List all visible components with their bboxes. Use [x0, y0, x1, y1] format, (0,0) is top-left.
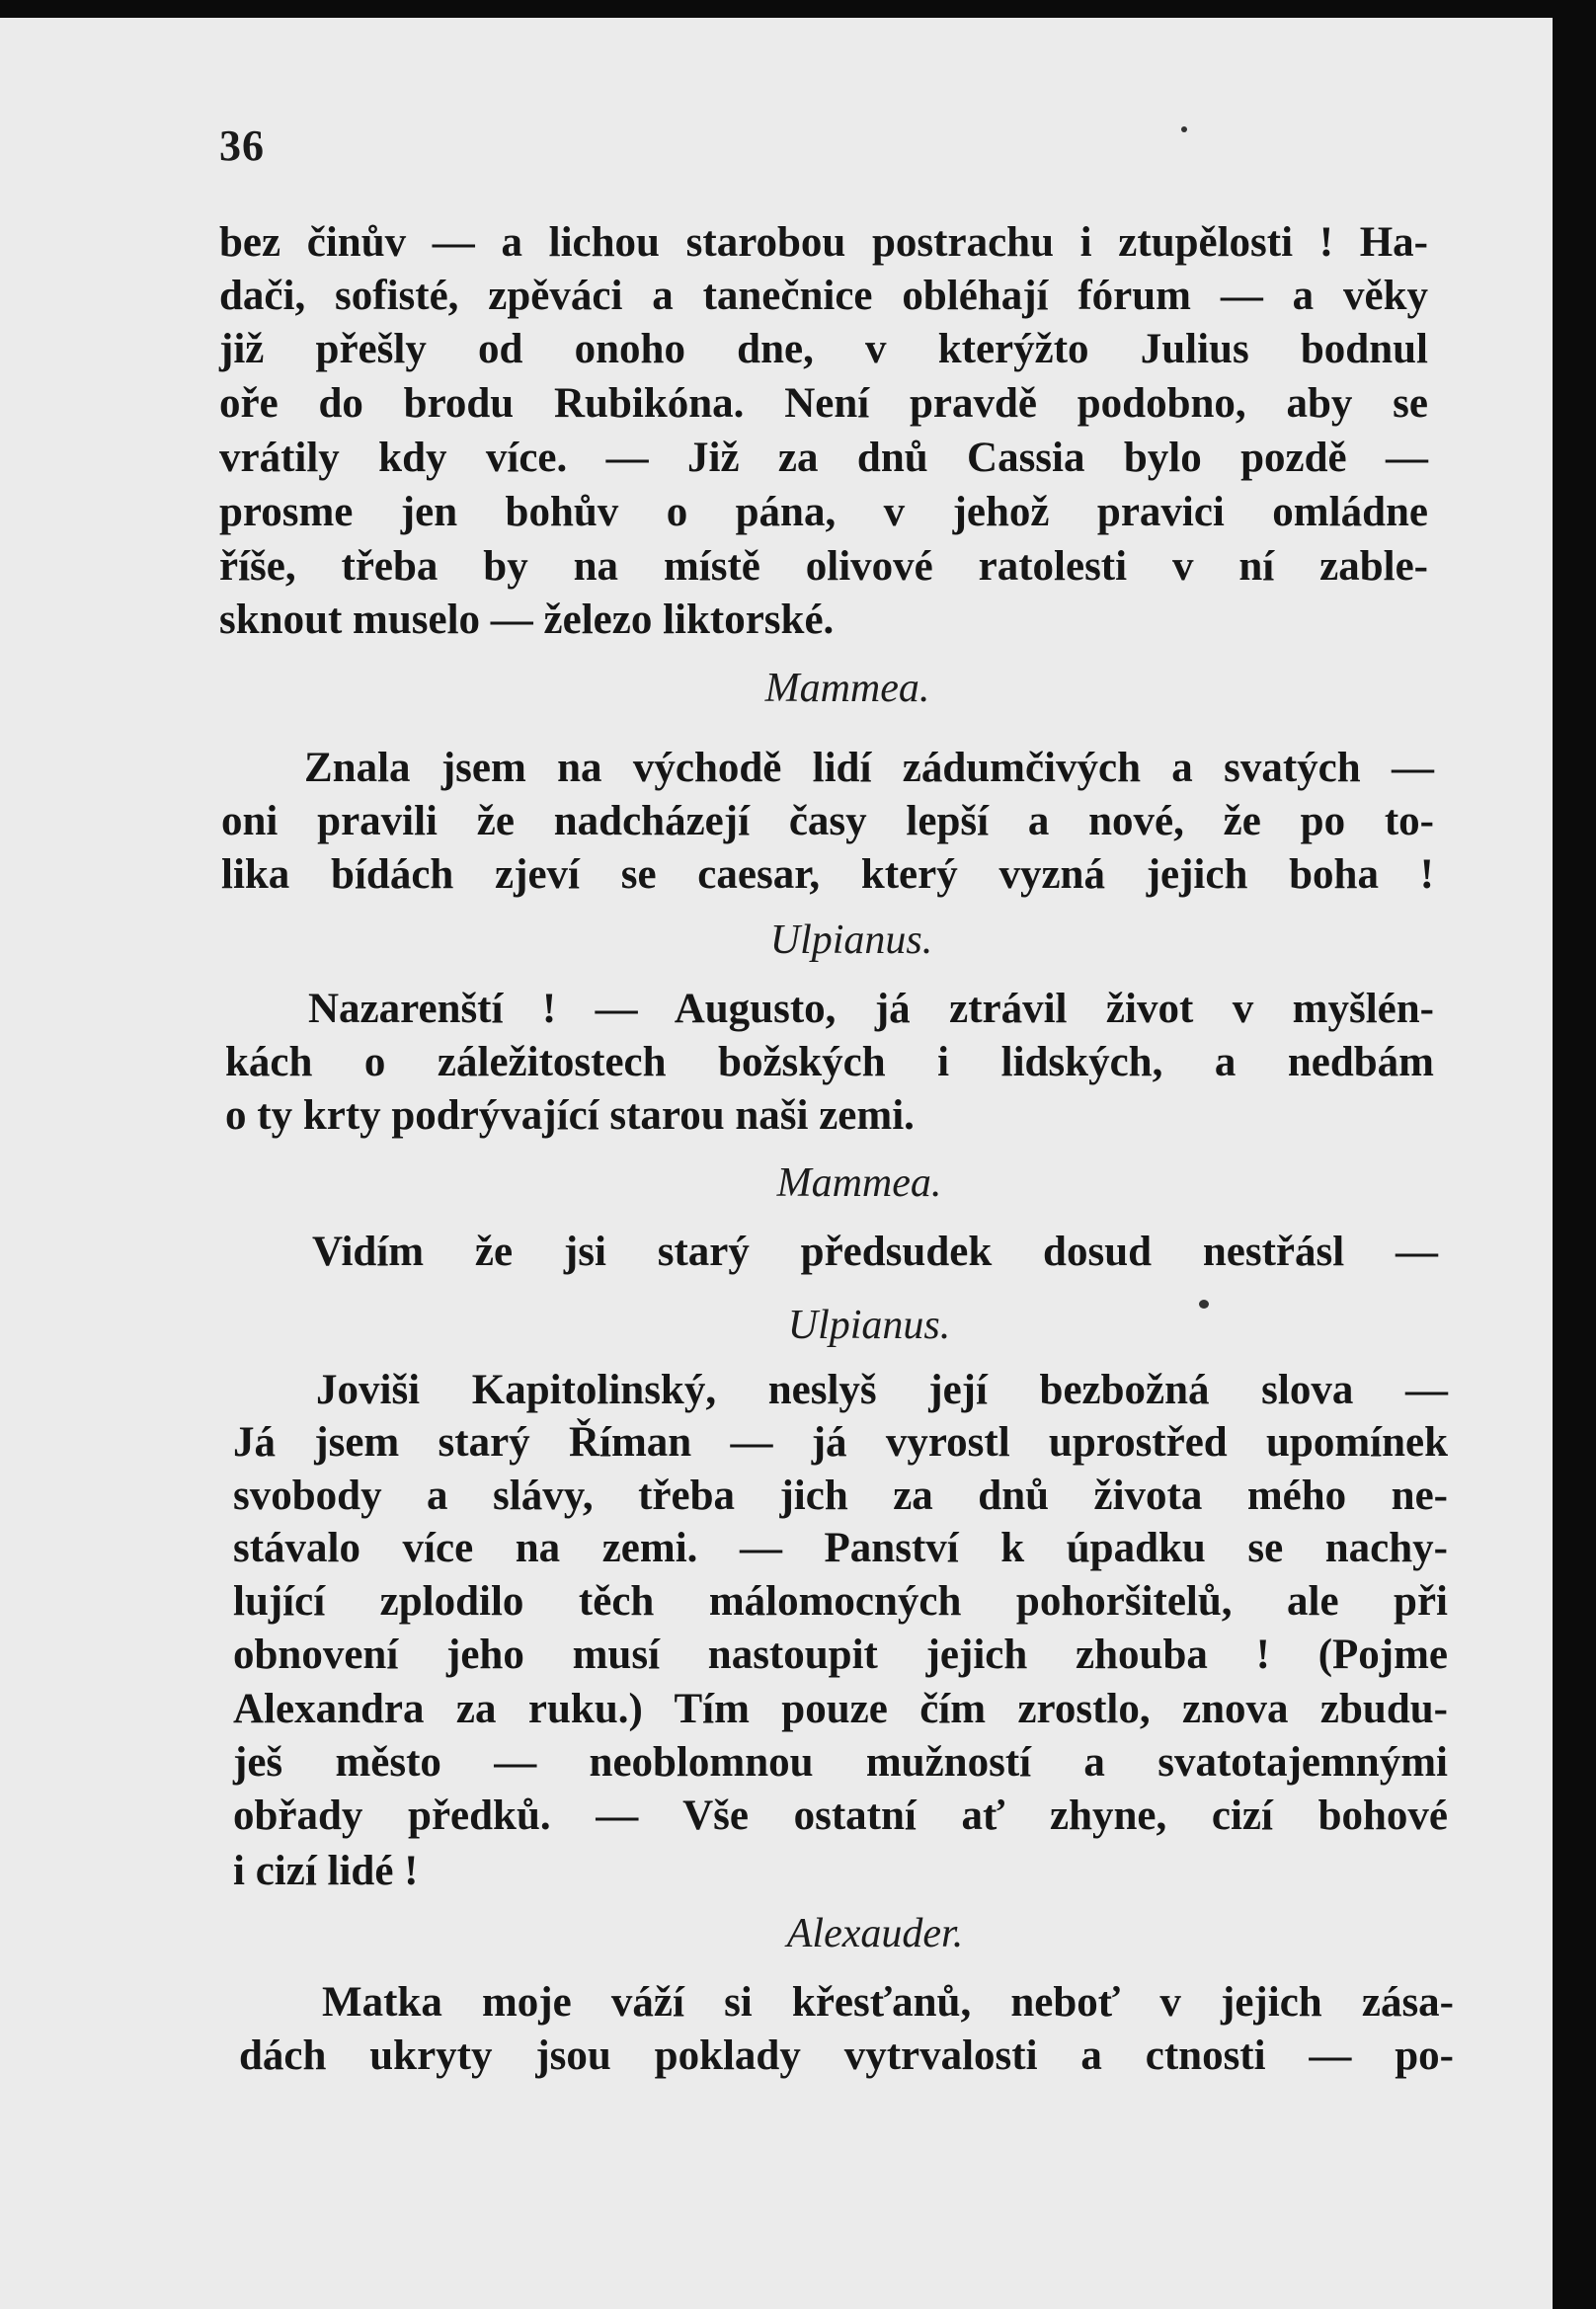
- text-line: ješ město — neoblomnou mužností a svatotajemnými: [233, 1739, 1448, 1786]
- page-number: 36: [219, 121, 265, 170]
- text-line: Vidím že jsi starý předsudek dosud nestřásl —: [312, 1229, 1438, 1275]
- text-line: bez činův — a lichou starobou postrachu i ztupělosti ! Ha-: [219, 219, 1428, 266]
- speck: [1199, 1300, 1209, 1309]
- text-line: dách ukryty jsou poklady vytrvalosti a ctnosti — po-: [239, 2032, 1454, 2079]
- text-line: i cizí lidé !: [233, 1848, 419, 1894]
- text-line: obnovení jeho musí nastoupit jejich zhouba ! (Pojme: [233, 1632, 1448, 1678]
- speaker-name: Mammea.: [776, 1160, 942, 1206]
- text-line: prosme jen bohův o pána, v jehož pravici omládne: [219, 489, 1428, 535]
- speaker-name: Ulpianus.: [769, 917, 933, 963]
- speck: [1181, 126, 1187, 132]
- text-line: dači, sofisté, zpěváci a tanečnice obléhají fórum — a věky: [219, 273, 1428, 319]
- text-line: sknout muselo — železo liktorské.: [219, 597, 835, 643]
- text-line: svobody a slávy, třeba jich za dnů života mého ne-: [233, 1473, 1448, 1519]
- text-line: Alexandra za ruku.) Tím pouze čím zrostlo, znova zbudu-: [233, 1686, 1448, 1732]
- text-line: obřady předků. — Vše ostatní ať zhyne, cizí bohové: [233, 1792, 1448, 1839]
- text-line: Já jsem starý Říman — já vyrostl uprostřed upomínek: [233, 1419, 1448, 1466]
- speaker-name: Mammea.: [764, 666, 930, 711]
- text-line: oře do brodu Rubikóna. Není pravdě podobno, aby se: [219, 380, 1428, 427]
- text-line: Nazarenští ! — Augusto, já ztrávil život v myšlén-: [308, 986, 1434, 1032]
- text-line: Joviši Kapitolinský, neslyš její bezbožná slova —: [316, 1367, 1448, 1413]
- speaker-name: Ulpianus.: [787, 1303, 951, 1348]
- text-line: lika bídách zjeví se caesar, který vyzná jejich boha !: [221, 851, 1434, 898]
- text-line: kách o záležitostech božských i lidských, a nedbám: [225, 1039, 1434, 1085]
- text-line: říše, třeba by na místě olivové ratolesti v ní zable-: [219, 543, 1428, 590]
- text-line: stávalo více na zemi. — Panství k úpadku se nachy-: [233, 1525, 1448, 1571]
- text-line: vrátily kdy více. — Již za dnů Cassia bylo pozdě —: [219, 435, 1428, 481]
- text-line: Znala jsem na východě lidí zádumčivých a svatých —: [304, 745, 1434, 791]
- speaker-name: Alexauder.: [786, 1911, 964, 1956]
- text-line: oni pravili že nadcházejí časy lepší a nové, že po to-: [221, 798, 1434, 844]
- text-line: lující zplodilo těch málomocných pohoršitelů, ale při: [233, 1578, 1448, 1625]
- scan-edge: [1553, 0, 1596, 2309]
- text-line: Matka moje váží si křesťanů, neboť v jejich zása-: [322, 1979, 1454, 2026]
- text-line: o ty krty podrývající starou naši zemi.: [225, 1092, 915, 1139]
- text-line: již přešly od onoho dne, v kterýžto Julius bodnul: [219, 326, 1428, 372]
